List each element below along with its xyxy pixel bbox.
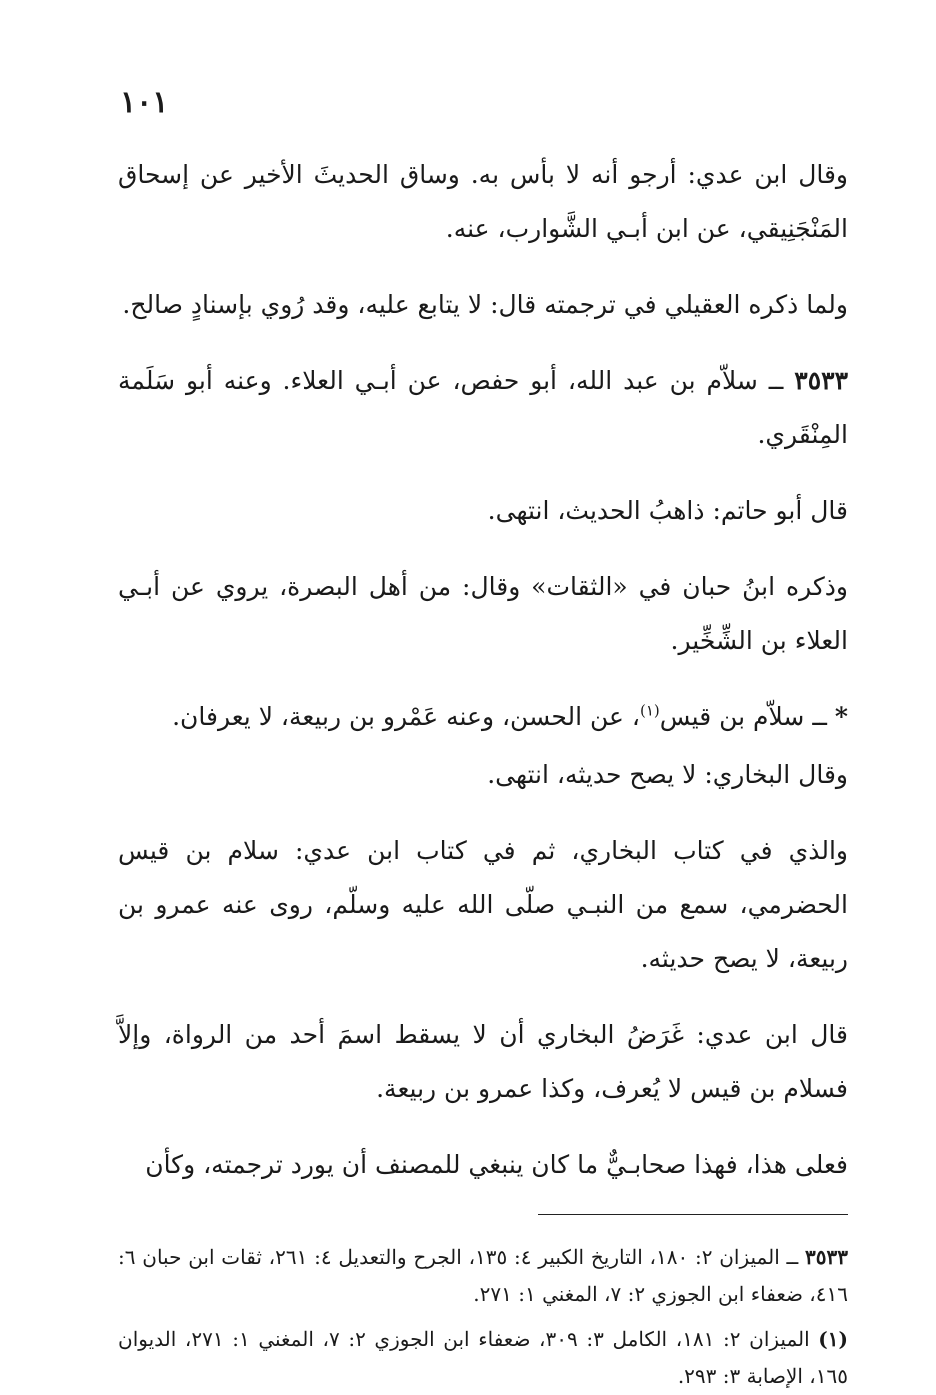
paragraph: والذي في كتاب البخاري، ثم في كتاب ابن عدي: سلام بن قيس الحضرمي، سمع من النبـي صلّى الله عليه وسلّم، روى عنه عمرو بن ربيعة، لا يصح حديثه. [118,836,848,973]
paragraph: وقال البخاري: لا يصح حديثه، انتهى. [487,760,848,789]
star-marker: * [834,702,848,731]
page-number: ١٠١ [120,85,169,120]
paragraph: وقال ابن عدي: أرجو أنه لا بأس به. وساق الحديثَ الأخير عن إسحاق المَنْجَنِيقي، عن ابن أبـي الشَّوارب، عنه. [118,160,848,243]
footnote-marker: ٣٥٣٣ [805,1245,848,1269]
footnote-reference[interactable]: (١) [640,701,660,720]
footnote [118,1239,848,1313]
paragraph: قال أبو حاتم: ذاهبُ الحديث، انتهى. [487,496,848,525]
footnotes [118,1239,848,1395]
footnote-divider [538,1214,848,1215]
entry-text: ، عن الحسن، وعنه عَمْرو بن ربيعة، لا يعرفان. [172,702,640,731]
paragraph: وذكره ابنُ حبان في «الثقات» وقال: من أهل البصرة، يروي عن أبـي العلاء بن الشِّخِّير. [118,572,848,655]
paragraph: فعلى هذا، فهذا صحابـيٌّ ما كان ينبغي للمصنف أن يورد ترجمته، وكأن [145,1150,848,1179]
entry-3533 [118,354,848,462]
entry-sallam-bin-qays [118,690,848,744]
entry-text: ــ سلاّم بن عبد الله، أبو حفص، عن أبـي العلاء. وعنه أبو سَلَمة المِنْقَري. [118,366,848,449]
footnote-text: الميزان ٢: ١٨١، الكامل ٣: ٣٠٩، ضعفاء ابن الجوزي ٢: ٧، المغني ١: ٢٧١، الديوان ١٦٥، الإصابة ٣: ٢٩٣. [118,1327,848,1388]
entry-number: ٣٥٣٣ [794,366,848,395]
paragraph: قال ابن عدي: غَرَضُ البخاري أن لا يسقط اسمَ أحد من الرواة، وإلاَّ فسلام بن قيس لا يُعرف، وكذا عمرو بن ربيعة. [118,1020,848,1103]
paragraph: ولما ذكره العقيلي في ترجمته قال: لا يتابع عليه، وقد رُوي بإسنادٍ صالح. [122,290,848,319]
entry-text: ــ سلاّم بن قيس [659,702,835,731]
main-text [118,148,848,1192]
footnote-marker: (١) [818,1327,848,1351]
footnote [118,1321,848,1395]
footnote-text: ــ الميزان ٢: ١٨٠، التاريخ الكبير ٤: ١٣٥، الجرح والتعديل ٤: ٢٦١، ثقات ابن حبان ٦: ٤١٦، ضعفاء ابن الجوزي ٢: ٧، المغني ١: ٢٧١. [118,1245,848,1306]
